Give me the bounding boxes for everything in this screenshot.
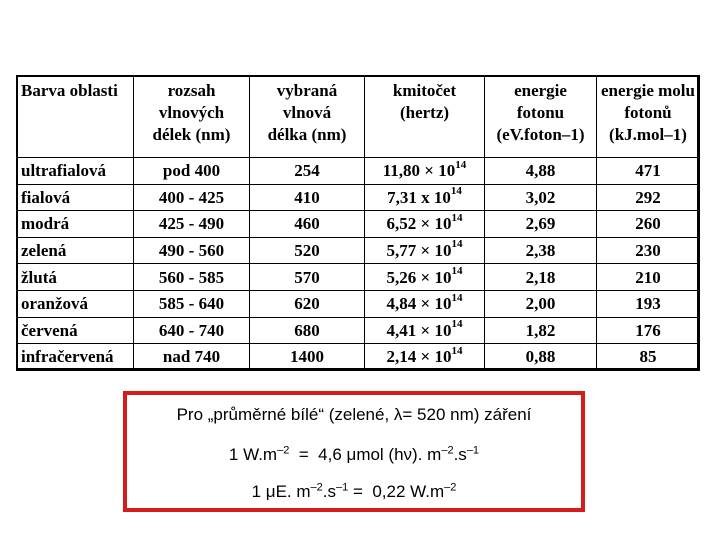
cell-photon-energy: 2,00 <box>485 290 597 317</box>
frequency-exponent: 14 <box>451 344 463 357</box>
cell-photon-energy: 0,88 <box>485 344 597 371</box>
table-row <box>17 158 700 185</box>
frequency-mantissa: 5,77 × 10 <box>386 241 452 261</box>
cell-photon-energy: 3,02 <box>485 184 597 211</box>
frequency-mantissa: 4,41 × 10 <box>386 320 452 340</box>
note-line-3: 1 μE. $m^{-2}.s^{-1} = 0,22$ $W.m^{-2}$ <box>251 481 457 501</box>
cell-wavelength-range: 560 - 585 <box>134 264 250 291</box>
cell-selected-wavelength: 254 <box>250 158 365 185</box>
cell-photon-energy: 2,18 <box>485 264 597 291</box>
cell-molar-energy: 176 <box>597 317 700 344</box>
frequency-exponent: 14 <box>451 265 463 278</box>
frequency-exponent: 14 <box>450 185 462 198</box>
cell-frequency <box>365 211 485 238</box>
cell-selected-wavelength: 460 <box>250 211 365 238</box>
cell-selected-wavelength: 620 <box>250 290 365 317</box>
frequency-mantissa: 7,31 x 10 <box>387 187 451 207</box>
cell-selected-wavelength: 680 <box>250 317 365 344</box>
cell-wavelength-range: 425 - 490 <box>134 211 250 238</box>
cell-color-name: fialová <box>17 184 134 211</box>
header-wavelength-range: rozsah vlnových délek (nm) <box>134 76 250 158</box>
frequency-mantissa: 6,52 × 10 <box>386 214 452 234</box>
cell-molar-energy: 85 <box>597 344 700 371</box>
cell-molar-energy: 230 <box>597 237 700 264</box>
cell-photon-energy: 2,69 <box>485 211 597 238</box>
frequency-mantissa: 4,84 × 10 <box>386 294 452 314</box>
table-row <box>17 344 700 371</box>
header-molar-energy: energie molu fotonů (kJ.mol–1) <box>597 76 700 158</box>
cell-molar-energy: 471 <box>597 158 700 185</box>
table-body <box>17 158 700 371</box>
note-line-1: Pro „průměrné bílé“ (zelené, λ= 520 nm) záření <box>176 405 532 424</box>
cell-color-name: žlutá <box>17 264 134 291</box>
header-photon-energy: energie fotonu (eV.foton–1) <box>485 76 597 158</box>
cell-wavelength-range: 640 - 740 <box>134 317 250 344</box>
cell-selected-wavelength: 570 <box>250 264 365 291</box>
cell-frequency <box>365 290 485 317</box>
cell-frequency <box>365 264 485 291</box>
cell-wavelength-range: 490 - 560 <box>134 237 250 264</box>
cell-color-name: infračervená <box>17 344 134 371</box>
cell-color-name: oranžová <box>17 290 134 317</box>
cell-frequency <box>365 344 485 371</box>
cell-molar-energy: 260 <box>597 211 700 238</box>
cell-molar-energy: 292 <box>597 184 700 211</box>
cell-wavelength-range: pod 400 <box>134 158 250 185</box>
cell-frequency <box>365 158 485 185</box>
frequency-mantissa: 5,26 × 10 <box>386 267 452 287</box>
note-line-2: 1 $W.m^{-2} = 4,6$ μmol (hν). $m^{-2}.s^{-1}$ <box>228 444 480 464</box>
header-selected-wavelength: vybraná vlnová délka (nm) <box>250 76 365 158</box>
cell-photon-energy: 4,88 <box>485 158 597 185</box>
frequency-exponent: 14 <box>451 291 463 304</box>
frequency-exponent: 14 <box>451 211 463 224</box>
cell-color-name: červená <box>17 317 134 344</box>
cell-color-name: modrá <box>17 211 134 238</box>
photon-energy-table <box>16 75 700 371</box>
cell-frequency <box>365 317 485 344</box>
cell-selected-wavelength: 410 <box>250 184 365 211</box>
cell-molar-energy: 210 <box>597 264 700 291</box>
cell-color-name: zelená <box>17 237 134 264</box>
cell-selected-wavelength: 520 <box>250 237 365 264</box>
cell-frequency <box>365 237 485 264</box>
cell-photon-energy: 2,38 <box>485 237 597 264</box>
cell-selected-wavelength: 1400 <box>250 344 365 371</box>
table-header-row <box>17 76 700 158</box>
cell-photon-energy: 1,82 <box>485 317 597 344</box>
frequency-exponent: 14 <box>451 318 463 331</box>
cell-wavelength-range: 400 - 425 <box>134 184 250 211</box>
cell-frequency <box>365 184 485 211</box>
cell-wavelength-range: 585 - 640 <box>134 290 250 317</box>
frequency-mantissa: 11,80 × 10 <box>382 161 456 181</box>
cell-color-name: ultrafialová <box>17 158 134 185</box>
cell-wavelength-range: nad 740 <box>134 344 250 371</box>
frequency-mantissa: 2,14 × 10 <box>386 347 452 367</box>
table-row <box>17 237 700 264</box>
white-light-note-box <box>123 391 585 512</box>
table-row <box>17 290 700 317</box>
table-row <box>17 317 700 344</box>
table-row <box>17 184 700 211</box>
header-frequency: kmitočet (hertz) <box>365 76 485 158</box>
frequency-exponent: 14 <box>451 238 463 251</box>
table-row <box>17 264 700 291</box>
table-row <box>17 211 700 238</box>
cell-molar-energy: 193 <box>597 290 700 317</box>
header-color-region: Barva oblasti <box>17 76 134 158</box>
frequency-exponent: 14 <box>455 158 467 171</box>
